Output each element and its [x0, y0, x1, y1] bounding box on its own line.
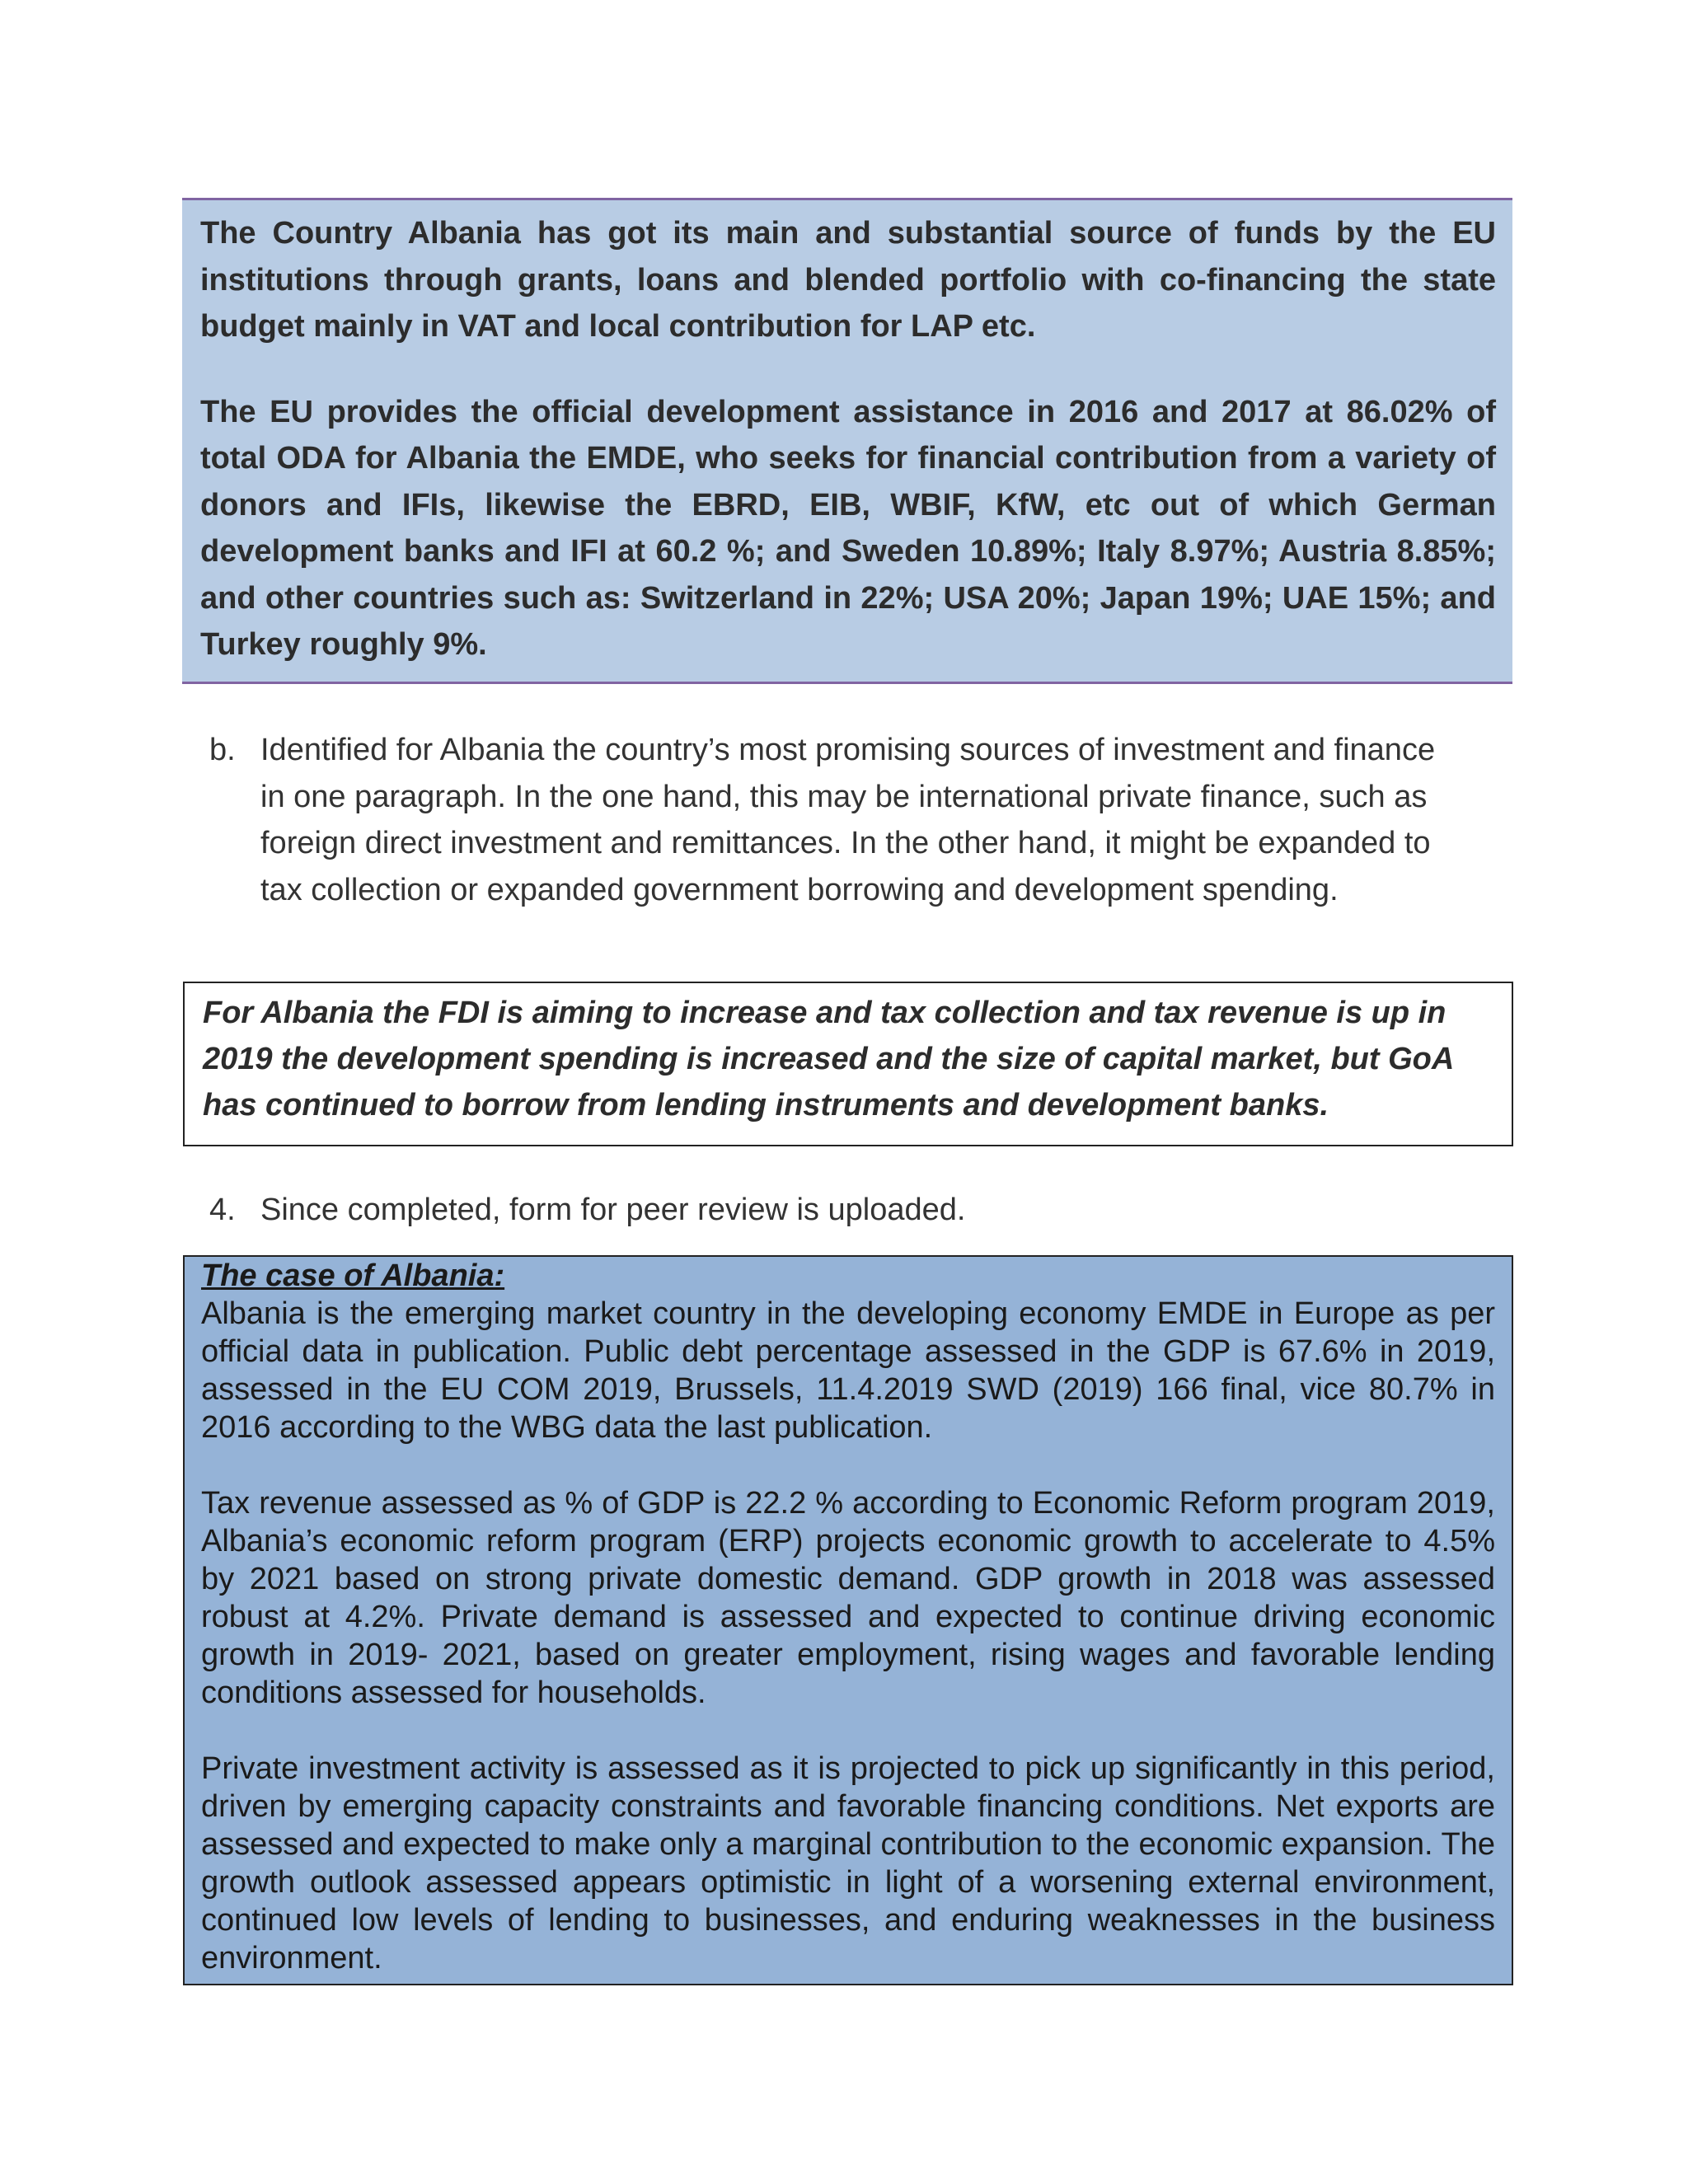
case-title: The case of Albania:: [201, 1258, 505, 1293]
list-item-4: [209, 1187, 1462, 1233]
list-marker-4: 4.: [209, 1193, 236, 1227]
list-item-b-text: Identified for Albania the country’s most promising sources of investment and finance in one paragraph. In the one hand, this may be international private finance, such as foreign direct investment and remittances. In the other hand, it might be expanded to tax collection or expanded government borrowing and development spending.: [260, 733, 1436, 907]
summary-paragraph-1: The Country Albania has got its main and substantial source of funds by the EU institutions through grants, loans and blended portfolio with co-financing the state budget mainly in VAT and local contribution for LAP etc.: [200, 216, 1496, 344]
list-item-b: [209, 727, 1462, 913]
answer-box: [183, 982, 1513, 1146]
case-paragraph-2: Tax revenue assessed as % of GDP is 22.2 % according to Economic Reform program 2019, Albania’s economic reform program (ERP) projects economic growth to accelerate to 4.5% by 2021 based on strong private domestic demand. GDP growth in 2018 was assessed robust at 4.2%. Private demand is assessed and expected to continue driving economic growth in 2019- 2021, based on greater employment, rising wages and favorable lending conditions assessed for households.: [201, 1486, 1495, 1710]
list-marker-b: b.: [209, 733, 236, 767]
summary-box: [182, 198, 1512, 684]
case-box: [183, 1255, 1513, 1985]
answer-text: For Albania the FDI is aiming to increase and tax collection and tax revenue is up in 2019 the development spending is increased and the size of capital market, but GoA has continued to borrow from lending instruments and development banks.: [203, 996, 1453, 1122]
case-paragraph-1: Albania is the emerging market country in the developing economy EMDE in Europe as per official data in publication. Public debt percentage assessed in the GDP is 67.6% in 2019, assessed in the EU COM 2019, Brussels, 11.4.2019 SWD (2019) 166 final, vice 80.7% in 2016 according to the WBG data the last publication.: [201, 1296, 1495, 1445]
summary-paragraph-2: The EU provides the official development assistance in 2016 and 2017 at 86.02% of total ODA for Albania the EMDE, who seeks for financial contribution from a variety of donors and IFIs, likewise the EBRD, EIB, WBIF, KfW, etc out of which German development banks and IFI at 60.2 %; and Sweden 10.89%; Italy 8.97%; Austria 8.85%; and other countries such as: Switzerland in 22%; USA 20%; Japan 19%; UAE 15%; and Turkey roughly 9%.: [200, 394, 1496, 662]
list-item-4-text: Since completed, form for peer review is uploaded.: [260, 1193, 966, 1227]
case-paragraph-3: Private investment activity is assessed as it is projected to pick up significantly in this period, driven by emerging capacity constraints and favorable financing conditions. Net exports are assessed and expected to make only a marginal contribution to the economic expansion. The growth outlook assessed appears optimistic in light of a worsening external environment, continued low levels of lending to businesses, and enduring weaknesses in the business environment.: [201, 1751, 1495, 1975]
